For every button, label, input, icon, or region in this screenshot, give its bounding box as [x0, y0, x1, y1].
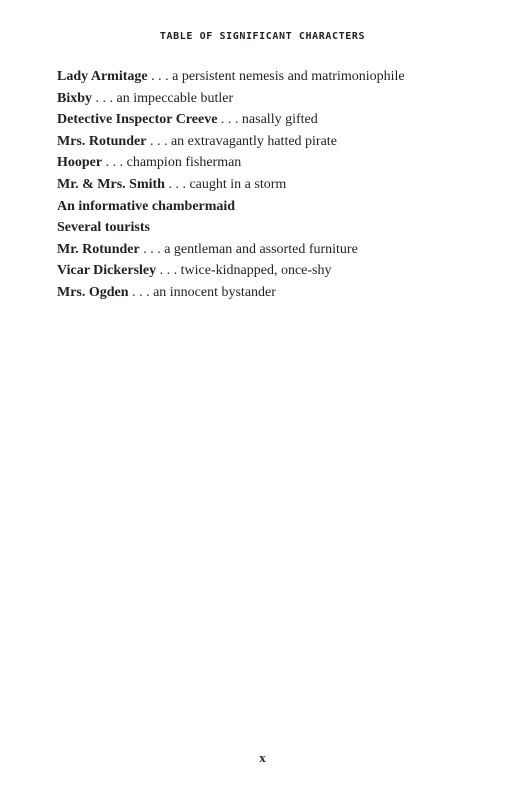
character-description: twice-kidnapped, once-shy: [180, 263, 332, 279]
character-separator: . . .: [164, 176, 190, 192]
character-description: nasally gifted: [241, 112, 318, 128]
character-entry: [57, 260, 497, 282]
page-heading: TABLE OF SIGNIFICANT CHARACTERS: [159, 31, 366, 42]
character-name: Bixby: [57, 90, 93, 106]
character-entry: [57, 66, 497, 88]
character-name: Mr. & Mrs. Smith: [57, 176, 165, 192]
character-description: an impeccable butler: [116, 90, 234, 106]
character-name: Detective Inspector Creeve: [57, 112, 218, 128]
character-separator: . . .: [156, 263, 181, 279]
character-entry: [57, 109, 497, 131]
character-entry: [57, 217, 497, 239]
character-name: Mr. Rotunder: [57, 241, 140, 257]
character-name: Several tourists: [57, 220, 150, 236]
character-entry: [57, 174, 497, 196]
page-number: x: [259, 750, 266, 765]
character-description: an extravagantly hatted pirate: [170, 133, 337, 149]
character-entry: [57, 131, 497, 153]
character-entry: [57, 88, 497, 110]
character-description: an innocent bystander: [153, 284, 276, 300]
character-entry: [57, 152, 497, 174]
character-separator: . . .: [147, 69, 173, 84]
character-separator: . . .: [102, 155, 127, 171]
character-separator: . . .: [128, 284, 154, 300]
character-name: Mrs. Rotunder: [57, 133, 147, 149]
character-name: Lady Armitage: [57, 69, 148, 84]
character-entry: [57, 239, 497, 261]
character-separator: . . .: [217, 112, 242, 128]
character-name: Hooper: [57, 155, 103, 171]
character-description: a gentleman and assorted furniture: [164, 241, 358, 257]
character-separator: . . .: [92, 90, 117, 106]
character-name: An informative chambermaid: [57, 198, 236, 214]
character-description: champion fisherman: [126, 155, 242, 171]
character-entry: [57, 196, 497, 218]
character-description: caught in a storm: [189, 176, 287, 192]
character-name: Mrs. Ogden: [57, 284, 129, 300]
character-separator: . . .: [146, 133, 171, 149]
character-name: Vicar Dickersley: [57, 263, 157, 279]
character-entry: [57, 282, 497, 304]
character-separator: . . .: [139, 241, 165, 257]
character-list: [57, 66, 497, 304]
character-description: a persistent nemesis and matrimoniophile: [172, 69, 405, 84]
